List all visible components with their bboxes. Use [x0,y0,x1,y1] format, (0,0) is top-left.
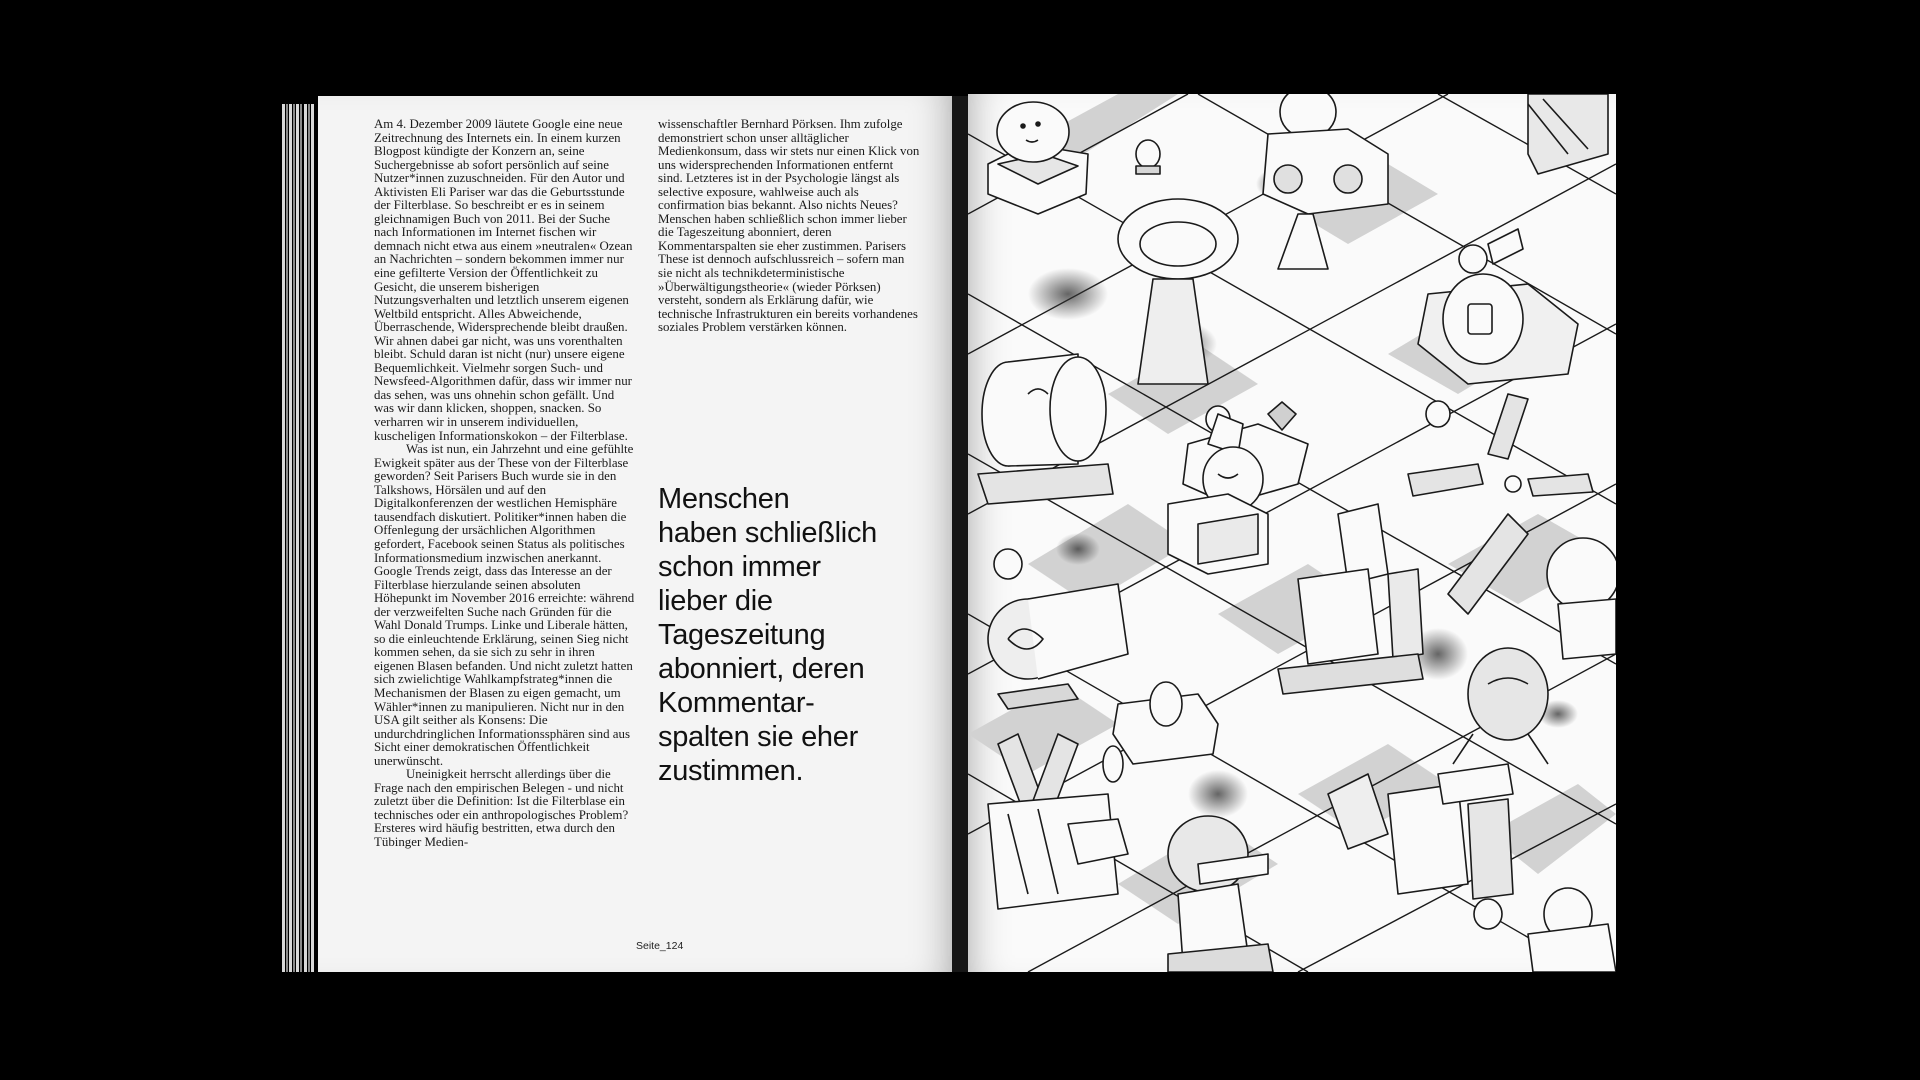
pull-quote: Menschen haben schließlich schon immer lieber die Tageszeitung abonniert, deren Kommentar- spalten sie eher zustimmen. [658,483,877,787]
left-page [318,96,952,972]
page-number: Seite_124 [636,940,684,952]
paragraph-2: Was ist nun, ein Jahrzehnt und eine gefühlte Ewigkeit später aus der These von der Filterblase geworden? Seit Parisers Buch wurde sie in den Talkshows, Hörsälen und auf den Digitalkonferenzen der westlichen Hemisphäre tausendfach diskutiert. Politiker*innen haben die Offenlegung der ursächlichen Algorithmen gefordert, Facebook seinen Status als politisches Informationsmedium inzwischen anerkannt. Google Trends zeigt, dass das Interesse an der Filterblase hierzulande seinen absoluten Höhepunkt im November 2016 erreichte: während der verzweifelten Suche nach Gründen für die Wahl Donald Trumps. Linke und Liberale hätten, so die einleuchtende Erklärung, seinen Sieg nicht kommen sehen, da sie sich zu sehr in ihren eigenen Blasen befanden. Und nicht zuletzt hatten sich zwielichtige Wahlkampfstrateg*innen die Mechanismen der Blasen zu eigen gemacht, um Wähler*innen zu manipulieren. Nicht nur in den USA gilt seither als Konsens: Die undurchdringlichen Informationssphären sind aus Sicht einer demokratischen Öffentlichkeit unerwünscht. [374,442,635,768]
paragraph-3: Uneinigkeit herrscht allerdings über die Frage nach den empirischen Belegen - und nicht zuletzt über die Definition: Ist die Filterblase ein technisches oder ein anthropologisches Problem? Ersteres wird häufig bestritten, etwa durch den Tübinger Medien- [374,767,629,849]
paragraph-1: Am 4. Dezember 2009 läutete Google eine neue Zeitrechnung des Internets ein. In einem kurzen Blogpost kündigte der Konzern an, seine Suchergebnisse ab sofort persönlich auf seine Nutzer*innen zuzuschneiden. Für den Autor und Aktivisten Eli Pariser war das die Geburtsstunde der Filterblase. So beschreibt er es in seinem gleichnamigen Buch von 2011. Bei der Suche nach Informationen im Internet fischen wir demnach nicht etwa aus einem »neutralen« Ozean an Nachrichten – sondern bekommen immer nur eine gefilterte Version der Öffentlichkeit zu Gesicht, die unserem bisherigen Nutzungsverhalten und letztlich unserem eigenen Weltbild entspricht. Alles Abweichende, Überraschende, Widersprechende bleibt draußen. Wir ahnen dabei gar nicht, was uns vorenthalten bleibt. Schuld daran ist nicht (nur) unsere eigene Bequemlichkeit. Vielmehr sorgen Such- und Newsfeed-Algorithmen dafür, dass wir immer nur das sehen, was uns ohnehin schon gefällt. Und was wir dann klicken, shoppen, snacken. So verharren wir in unserem individuellen, kuscheligen Informationskokon – der Filterblase. [374,117,633,443]
text-column-2 [658,118,920,335]
page-stack-edges [280,104,320,972]
isometric-doodle-objects-illustration [968,94,1616,972]
paragraph-4: wissenschaftler Bernhard Pörksen. Ihm zufolge demonstriert schon unser alltäglicher Medienkonsum, dass wir stets nur einen Klick von uns widersprechenden Informationen entfernt sind. Letzteres ist in der Psychologie längst als selective exposure, wahlweise auch als confirmation bias bekannt. Also nichts Neues? Menschen haben schließlich schon immer lieber die Tageszeitung abonniert, deren Kommentarspalten sie eher zustimmen. Parisers These ist dennoch aufschlussreich – sofern man sie nicht als technikdeterministische »Überwältigungstheorie« (wieder Pörksen) versteht, sondern als Erklärung dafür, wie technische Infrastrukturen ein bereits vorhandenes soziales Problem verstärken können. [658,117,920,335]
spine-gutter [952,96,968,972]
right-page [968,94,1616,972]
text-column-1 [374,118,636,850]
